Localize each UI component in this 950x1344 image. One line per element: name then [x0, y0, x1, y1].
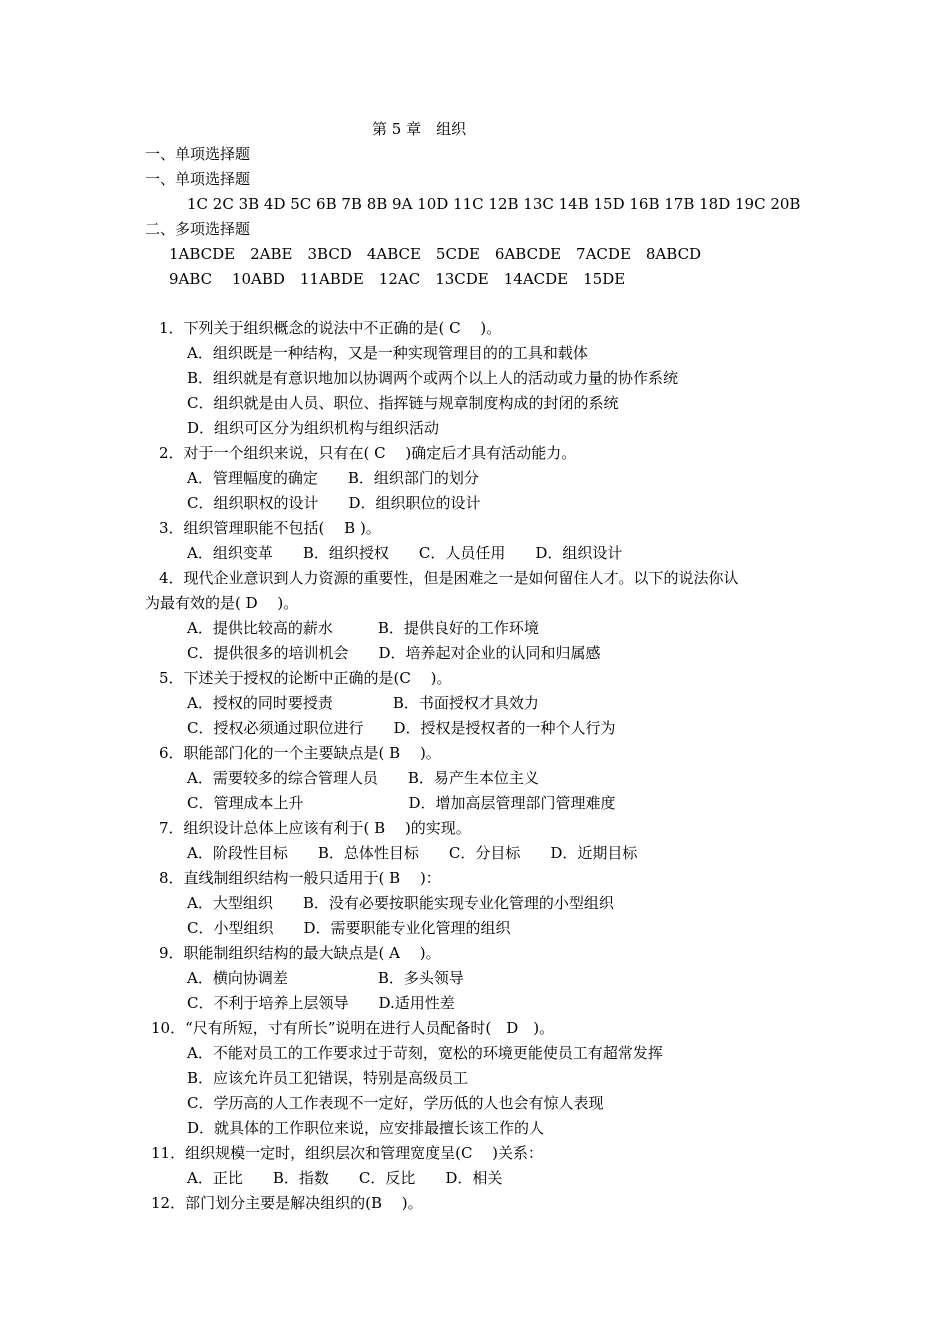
question-7-options: A．阶段性目标 B．总体性目标 C．分目标 D．近期目标 [187, 844, 638, 862]
question-5-options-cd: C．授权必须通过职位进行 D．授权是授权者的一种个人行为 [187, 719, 616, 737]
question-11: 11．组织规模一定时，组织层次和管理宽度呈(C )关系： [151, 1144, 544, 1162]
question-2-options-cd: C．组织职权的设计 D．组织职位的设计 [187, 494, 481, 512]
question-4-options-cd: C．提供很多的培训机会 D．培养起对企业的认同和归属感 [187, 644, 601, 662]
section-heading-multi-choice: 二、多项选择题 [145, 220, 251, 238]
question-1: 1．下列关于组织概念的说法中不正确的是( C )。 [159, 319, 502, 337]
question-10-option-b: B．应该允许员工犯错误，特别是高级员工 [187, 1069, 469, 1087]
question-1-option-b: B．组织就是有意识地加以协调两个或两个以上人的活动或力量的协作系统 [187, 369, 679, 387]
question-9-options-ab: A．横向协调差 B．多头领导 [187, 969, 464, 987]
question-10-option-c: C．学历高的人工作表现不一定好，学历低的人也会有惊人表现 [187, 1094, 604, 1112]
question-5-options-ab: A．授权的同时要授责 B．书面授权才具效力 [187, 694, 539, 712]
question-8-options-ab: A．大型组织 B．没有必要按职能实现专业化管理的小型组织 [187, 894, 614, 912]
question-7: 7．组织设计总体上应该有利于( B )的实现。 [159, 819, 471, 837]
question-4-options-ab: A．提供比较高的薪水 B．提供良好的工作环境 [187, 619, 539, 637]
question-5: 5．下述关于授权的论断中正确的是(C )。 [159, 669, 452, 687]
section-heading-single-choice-repeat: 一、单项选择题 [145, 170, 251, 188]
question-6: 6．职能部门化的一个主要缺点是( B )。 [159, 744, 441, 762]
question-8: 8．直线制组织结构一般只适用于( B )： [159, 869, 441, 887]
question-6-options-ab: A．需要较多的综合管理人员 B．易产生本位主义 [187, 769, 539, 787]
question-4-line1: 4．现代企业意识到人力资源的重要性，但是困难之一是如何留住人才。以下的说法你认 [159, 569, 739, 587]
question-1-option-d: D．组织可区分为组织机构与组织活动 [187, 419, 440, 437]
question-10-option-a: A．不能对员工的工作要求过于苛刻，宽松的环境更能使员工有超常发挥 [187, 1044, 663, 1062]
question-8-options-cd: C．小型组织 D．需要职能专业化管理的组织 [187, 919, 511, 937]
question-6-options-cd: C．管理成本上升 D．增加高层管理部门管理难度 [187, 794, 616, 812]
section-heading-single-choice: 一、单项选择题 [145, 145, 251, 163]
question-10-option-d: D．就具体的工作职位来说，应安排最擅长该工作的人 [187, 1119, 545, 1137]
question-4-line2: 为最有效的是( D )。 [145, 594, 299, 612]
question-2: 2．对于一个组织来说，只有在( C )确定后才具有活动能力。 [159, 444, 577, 462]
single-choice-answer-key: 1C 2C 3B 4D 5C 6B 7B 8B 9A 10D 11C 12B 13C 14B 15D 16B 17B 18D 19C 20B [187, 195, 801, 213]
question-9-options-cd: C．不利于培养上层领导 D.适用性差 [187, 994, 455, 1012]
question-3-options: A．组织变革 B．组织授权 C．人员任用 D．组织设计 [187, 544, 623, 562]
question-1-option-c: C．组织就是由人员、职位、指挥链与规章制度构成的封闭的系统 [187, 394, 619, 412]
page-title: 第 5 章 组织 [372, 120, 467, 138]
question-10: 10．“尺有所短，寸有所长”说明在进行人员配备时( D )。 [151, 1019, 555, 1037]
question-9: 9．职能制组织结构的最大缺点是( A )。 [159, 944, 441, 962]
question-1-option-a: A．组织既是一种结构，又是一种实现管理目的的工具和载体 [187, 344, 588, 362]
multi-choice-answer-key-line1: 1ABCDE 2ABE 3BCD 4ABCE 5CDE 6ABCDE 7ACDE 8ABCD [169, 245, 702, 263]
multi-choice-answer-key-line2: 9ABC 10ABD 11ABDE 12AC 13CDE 14ACDE 15DE [169, 270, 626, 288]
question-12: 12．部门划分主要是解决组织的(B )。 [151, 1194, 423, 1212]
question-11-options: A．正比 B．指数 C．反比 D．相关 [187, 1169, 503, 1187]
question-3: 3．组织管理职能不包括( B )。 [159, 519, 381, 537]
question-2-options-ab: A．管理幅度的确定 B．组织部门的划分 [187, 469, 479, 487]
